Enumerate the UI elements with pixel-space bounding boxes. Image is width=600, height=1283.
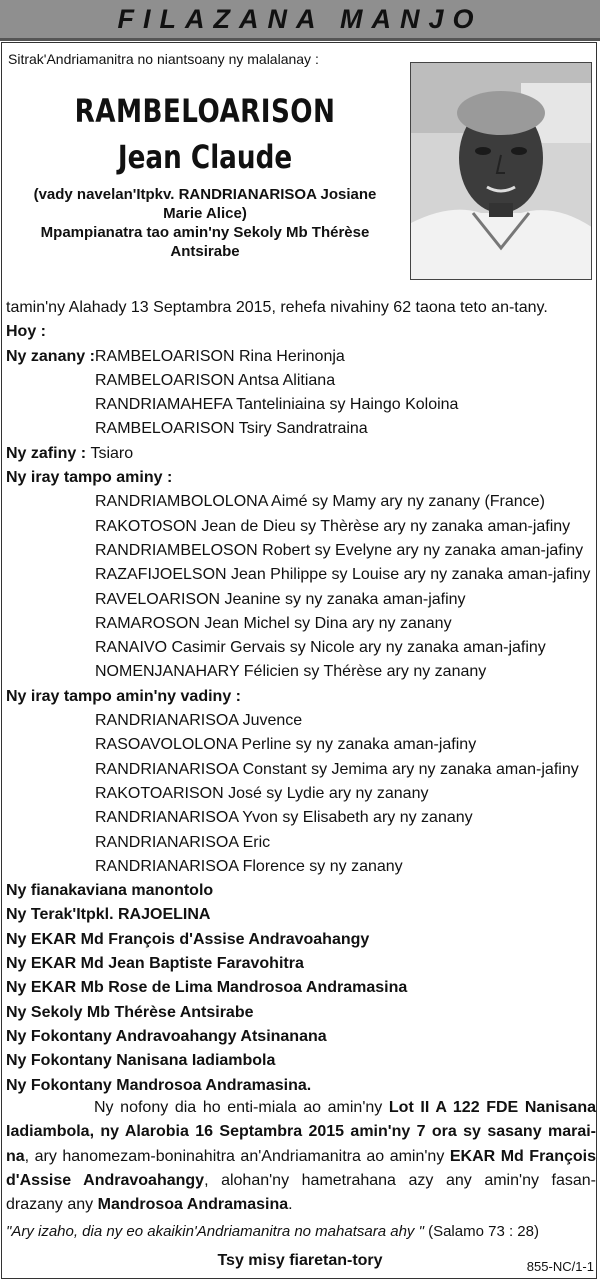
reference-code: 855-NC/1-1 xyxy=(526,1259,594,1274)
spouse-line: Marie Alice) xyxy=(163,205,247,222)
sibling-entry: RAVELOARISON Jeanine sy ny zanaka aman-jafiny xyxy=(95,590,466,608)
header-title: FILAZANA MANJO xyxy=(117,4,483,34)
deceased-surname: RAMBELOARISON xyxy=(74,92,336,130)
sibling-entry: RANDRIAMBELOSON Robert sy Evelyne ary ny zanaka aman-jafiny xyxy=(95,541,584,559)
inlaw-entry: RANDRIANARISOA Juvence xyxy=(95,712,303,730)
quote-reference: (Salamo 73 : 28) xyxy=(423,1223,539,1240)
bible-quote xyxy=(6,1223,539,1240)
death-line: tamin'ny Alahady 13 Septambra 2015, rehefa nivahiny 62 taona teto an-tany. xyxy=(6,299,548,316)
other-mourner: Ny Fokontany Andravoahangy Atsinanana xyxy=(6,1027,327,1045)
other-mourner: Ny EKAR Md Jean Baptiste Faravohitra xyxy=(6,955,304,973)
hoy-label: Hoy : xyxy=(6,323,46,341)
child-name: RANDRIAMAHEFA Tanteliniaina sy Haingo Koloina xyxy=(95,396,459,414)
spouse-line: (vady navelan'Itpkv. RANDRIANARISOA Josiane xyxy=(33,186,377,203)
spouse-and-role xyxy=(0,185,410,261)
deceased-given-name: Jean Claude xyxy=(117,138,293,176)
other-mourner: Ny Fokontany Mandrosoa Andramasina. xyxy=(6,1076,312,1094)
child-name: RAMBELOARISON Tsiry Sandratraina xyxy=(95,420,368,438)
inlaw-entry: RANDRIANARISOA Constant sy Jemima ary ny zanaka aman-jafiny xyxy=(95,760,579,778)
sibling-entry: RAMAROSON Jean Michel sy Dina ary ny zanany xyxy=(95,614,452,632)
quote-text: "Ary izaho, dia ny eo akaikin'Andriamanitra no mahatsara ahy " xyxy=(6,1223,424,1240)
funeral-text: , ary hanomezam-boninahitra an'Andriamanitra ao amin'ny xyxy=(24,1147,450,1165)
funeral-text: Ny nofony dia ho enti-miala ao amin'ny xyxy=(94,1099,389,1116)
grandchildren-row xyxy=(6,442,596,466)
sibling-entry: RANDRIAMBOLOLONA Aimé sy Mamy ary ny zanany (France) xyxy=(95,493,545,511)
family-list xyxy=(6,296,596,1098)
child-name: RAMBELOARISON Rina Herinonja xyxy=(94,347,345,365)
other-mourner: Ny Fokontany Nanisana Iadiambola xyxy=(6,1052,276,1070)
funeral-paragraph xyxy=(6,1096,596,1217)
portrait-image xyxy=(411,63,592,280)
sibling-entry: RAKOTOSON Jean de Dieu sy Thèrèse ary ny zanaka aman-jafiny xyxy=(95,517,571,535)
sibling-entry: NOMENJANAHARY Félicien sy Thérèse ary ny zanany xyxy=(95,663,487,681)
other-mourner: Ny fianakaviana manontolo xyxy=(6,882,214,900)
funeral-burial-place: Mandrosoa Andramasina xyxy=(97,1196,289,1214)
other-mourner: Ny Sekoly Mb Thérèse Antsirabe xyxy=(6,1003,254,1021)
sibling-entry: RANAIVO Casimir Gervais sy Nicole ary ny zanaka aman-jafiny xyxy=(95,639,546,657)
children-first-row xyxy=(6,345,596,369)
header-banner xyxy=(0,0,600,41)
grandchildren-label: Ny zafiny : xyxy=(6,444,87,462)
funeral-text: , alohan'ny hametrahana azy any amin'ny fasan-drazany any xyxy=(6,1171,597,1214)
funeral-location: Lot II A 122 FDE Nanisana Iadiambola, ny Alarobia 16 Septambra 2015 amin'ny 7 ora sy sasany marai-na xyxy=(6,1099,596,1165)
inlaw-entry: RASOAVOLOLONA Perline sy ny zanaka aman-jafiny xyxy=(95,736,477,754)
other-mourner: Ny EKAR Md François d'Assise Andravoahangy xyxy=(6,930,370,948)
children-label: Ny zanany : xyxy=(6,347,95,365)
inlaw-entry: RAKOTOARISON José sy Lydie ary ny zanany xyxy=(95,784,429,802)
child-name: RAMBELOARISON Antsa Alitiana xyxy=(95,371,336,389)
inlaws-label: Ny iray tampo amin'ny vadiny : xyxy=(6,687,241,705)
sibling-entry: RAZAFIJOELSON Jean Philippe sy Louise ary ny zanaka aman-jafiny xyxy=(95,566,591,584)
funeral-church: EKAR Md François d'Assise Andravoahangy xyxy=(6,1147,596,1189)
other-mourner: Ny Terak'Itpkl. RAJOELINA xyxy=(6,906,211,924)
grandchildren-value: Tsiaro xyxy=(90,444,134,462)
closing-line: Tsy misy fiaretan-tory xyxy=(217,1252,383,1269)
inlaw-entry: RANDRIANARISOA Eric xyxy=(95,833,271,851)
inlaw-entry: RANDRIANARISOA Yvon sy Elisabeth ary ny zanany xyxy=(95,809,473,827)
role-line: Mpampianatra tao amin'ny Sekoly Mb Thérèse xyxy=(40,224,370,241)
siblings-label: Ny iray tampo aminy : xyxy=(6,469,173,487)
other-mourner: Ny EKAR Mb Rose de Lima Mandrosoa Andramasina xyxy=(6,979,408,997)
deceased-portrait xyxy=(410,62,592,280)
inlaw-entry: RANDRIANARISOA Florence sy ny zanany xyxy=(95,857,403,875)
role-line: Antsirabe xyxy=(170,243,240,260)
intro-text: Sitrak'Andriamanitra no niantsoany ny malalanay : xyxy=(8,51,319,67)
funeral-text: . xyxy=(288,1196,293,1214)
